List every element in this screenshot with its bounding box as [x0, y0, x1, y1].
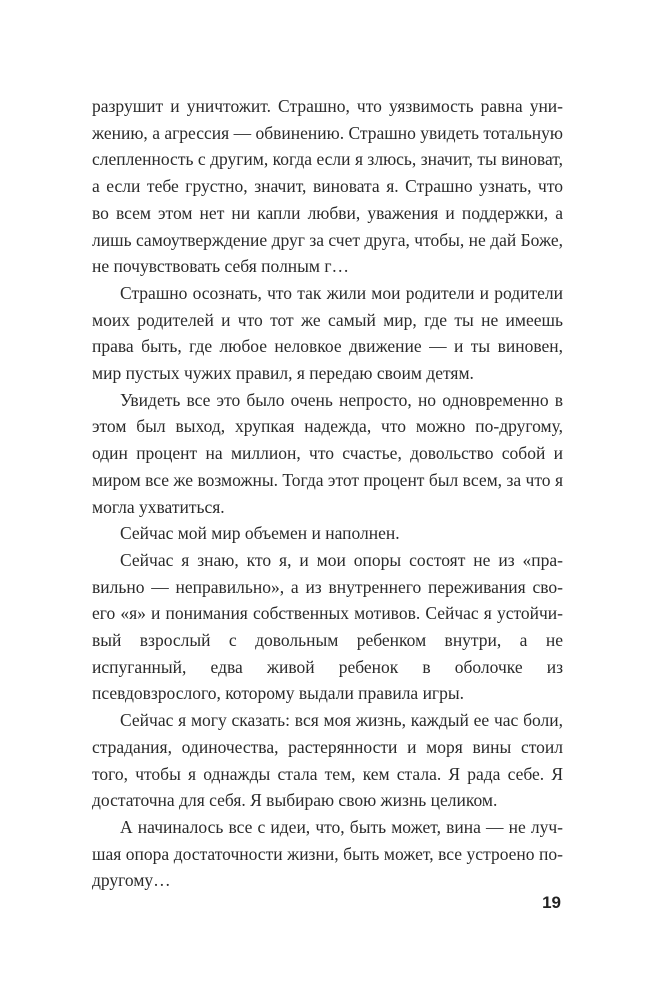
paragraph: Сейчас я знаю, кто я, и мои опоры состоят не из «правильно — неправильно», а из внутреннего переживания своего «я» и понимания собственных мотивов. Сейчас я устойчивый взрослый с довольным ребенком внутри, а не испуганный, едва живой ребенок в оболочке из псевдовзрослого, которому выдали правила игры.: [92, 549, 563, 704]
paragraph: Страшно осознать, что так жили мои родители и родители моих родителей и что тот же самый мир, где ты не имеешь права быть, где любое неловкое движение — и ты виновен, мир пустых чужих правил, я передаю своим детям.: [92, 282, 563, 384]
page-number: 19: [542, 893, 561, 912]
paragraph: Увидеть все это было очень непросто, но одновременно в этом был выход, хрупкая надежда, что можно по-другому, один процент на миллион, что счастье, довольство собой и миром все же возможны. Тогда этот процент был всем, за что я могла ухватиться.: [92, 389, 563, 517]
paragraph: Сейчас мой мир объемен и наполнен.: [120, 523, 400, 544]
paragraph: Сейчас я могу сказать: вся моя жизнь, каждый ее час боли, страдания, одиночества, растерянности и моря вины стоил того, чтобы я однажды стала тем, кем стала. Я рада себе. Я достаточна для себя. Я выбираю свою жизнь целиком.: [92, 710, 563, 811]
paragraph: А начиналось все с идеи, что, быть может, вина — не лучшая опора достаточности жизни, быть может, все устроено по-другому…: [92, 816, 563, 891]
paragraph: разрушит и уничтожит. Страшно, что уязвимость равна унижению, а агрессия — обвинению. Страшно увидеть тотальную слепленность с другим, когда если я злюсь, значит, ты виноват, а если тебе грустно, значит, виновата я. Страшно узнать, что во всем этом нет ни капли любви, уважения и поддержки, а лишь самоутверждение друг за счет друга, чтобы, не дай Боже, не почувствовать себя полным г…: [92, 96, 563, 277]
page-text: [92, 93, 563, 894]
